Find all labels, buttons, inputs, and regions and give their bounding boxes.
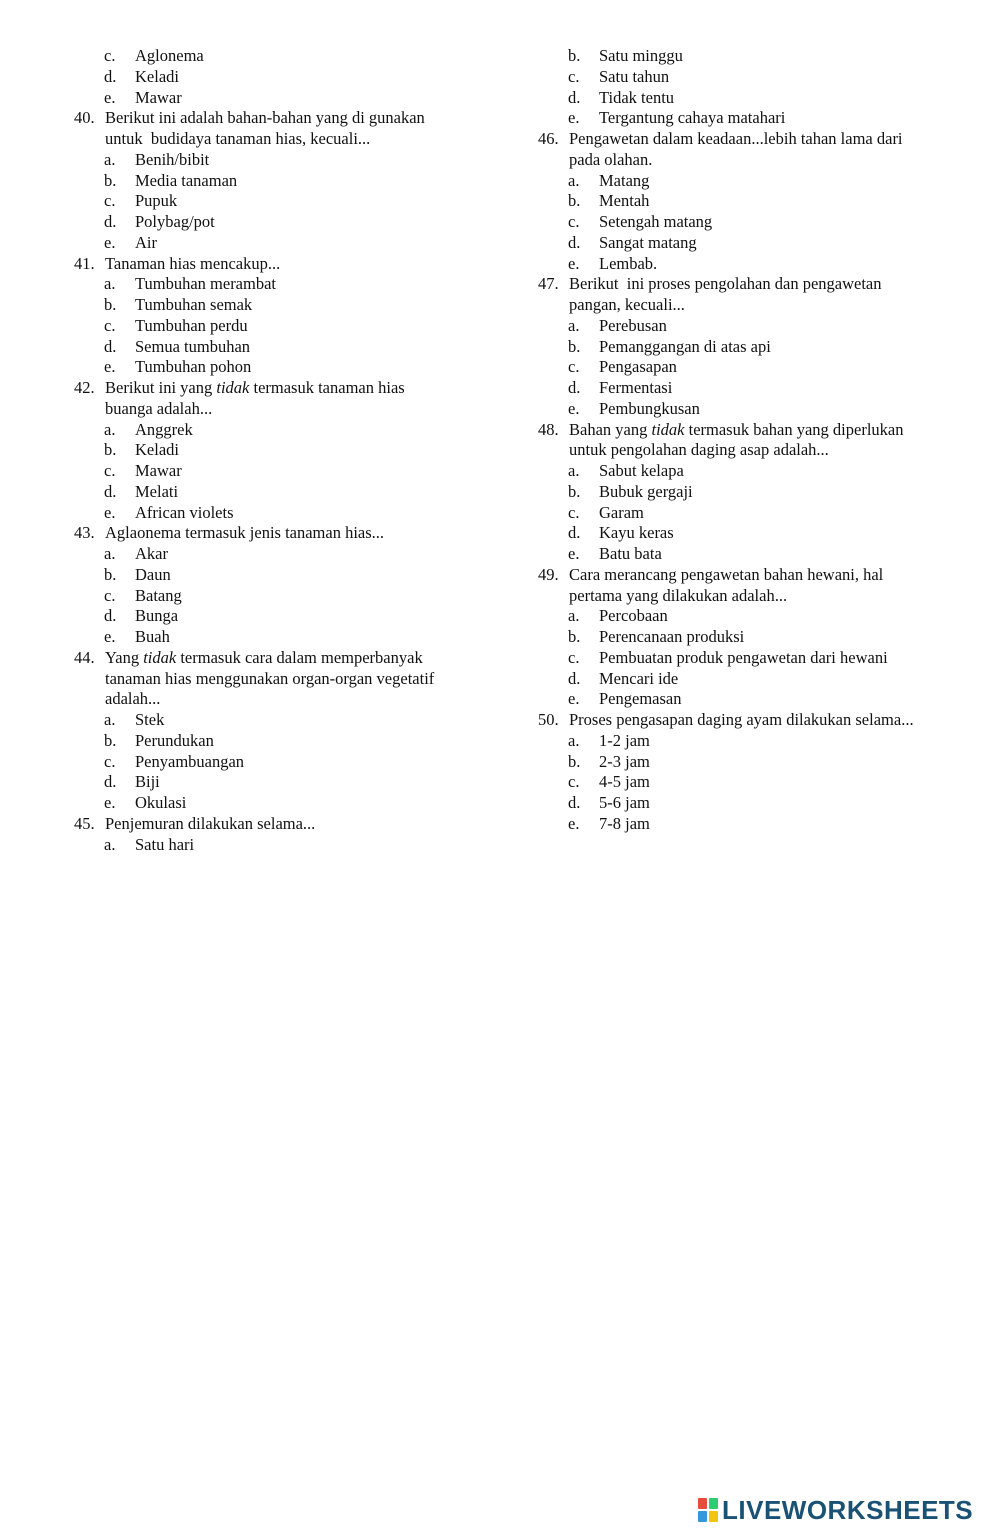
option-letter: d. [568, 668, 581, 688]
question [74, 254, 494, 275]
question-text: Berikut ini proses pengolahan dan pengawetan [569, 274, 882, 294]
answer-option [74, 46, 494, 67]
option-letter: d. [568, 378, 581, 397]
question-text: termasuk tanaman hias [249, 378, 405, 397]
option-text: Keladi [135, 440, 179, 460]
question-text: pertama yang dilakukan adalah... [569, 585, 788, 605]
option-text: Mawar [135, 461, 182, 480]
logo-square-2 [709, 1498, 718, 1509]
option-text: Sangat matang [599, 232, 697, 252]
option-text: Pengemasan [599, 689, 682, 709]
question-number: 47. [538, 274, 559, 294]
answer-option [74, 482, 494, 503]
option-letter: b. [104, 440, 117, 460]
option-text: 4-5 jam [599, 772, 650, 792]
answer-option [538, 233, 968, 254]
answer-option [74, 752, 494, 773]
question-text: Yang [105, 647, 144, 667]
answer-option [74, 150, 494, 171]
answer-option [74, 606, 494, 627]
option-text: Tergantung cahaya matahari [599, 108, 786, 128]
option-letter: c. [568, 647, 580, 667]
question-emphasis: tidak [216, 378, 250, 397]
option-text: Semua tumbuhan [135, 336, 251, 356]
question-text: pada olahan. [569, 149, 653, 169]
question [538, 274, 968, 295]
option-text: Pupuk [135, 191, 178, 211]
question-number: 49. [538, 564, 559, 584]
answer-option [538, 108, 968, 129]
option-letter: a. [104, 834, 116, 854]
question [74, 523, 494, 544]
option-text: Keladi [135, 66, 179, 86]
option-letter: c. [104, 461, 116, 480]
option-letter: d. [568, 232, 581, 252]
option-text: Fermentasi [599, 378, 673, 397]
question-continuation [74, 689, 494, 710]
answer-option [538, 814, 968, 835]
answer-option [538, 378, 968, 399]
option-letter: a. [568, 606, 580, 626]
answer-option [74, 627, 494, 648]
option-letter: c. [568, 502, 580, 522]
question-continuation [74, 669, 494, 690]
answer-option [538, 46, 968, 67]
liveworksheets-logo[interactable] [698, 1496, 973, 1524]
answer-option [538, 689, 968, 710]
answer-option [74, 171, 494, 192]
option-text: Air [135, 232, 157, 252]
option-text: Pemanggangan di atas api [599, 336, 771, 356]
option-text: Mentah [599, 191, 650, 211]
option-text: Perencanaan produksi [599, 627, 745, 646]
answer-option [538, 316, 968, 337]
question-text: tanaman hias menggunakan organ-organ vegetatif [105, 668, 435, 688]
option-letter: c. [104, 191, 116, 211]
answer-option [538, 752, 968, 773]
option-letter: c. [568, 212, 580, 231]
option-letter: e. [568, 253, 580, 273]
answer-option [538, 337, 968, 358]
option-text: Tumbuhan perdu [135, 315, 248, 335]
answer-option [74, 316, 494, 337]
option-text: 7-8 jam [599, 813, 650, 833]
question-number: 42. [74, 378, 95, 397]
answer-option [74, 461, 494, 482]
question-continuation [538, 440, 968, 461]
answer-option [538, 606, 968, 627]
option-letter: d. [568, 793, 581, 812]
answer-option [74, 67, 494, 88]
option-letter: a. [104, 544, 116, 563]
answer-option [74, 233, 494, 254]
question-number: 50. [538, 710, 559, 729]
option-text: Percobaan [599, 606, 668, 626]
question-text: termasuk cara dalam memperbanyak [176, 647, 423, 667]
question-continuation [538, 586, 968, 607]
option-letter: c. [104, 315, 116, 335]
option-text: Perebusan [599, 315, 667, 335]
option-text: Stek [135, 710, 165, 729]
option-text: Buah [135, 627, 170, 646]
option-text: Garam [599, 502, 644, 522]
option-text: Benih/bibit [135, 149, 210, 169]
answer-option [74, 337, 494, 358]
logo-square-3 [698, 1511, 707, 1522]
question-text: adalah... [105, 689, 161, 709]
answer-option [538, 669, 968, 690]
answer-option [74, 357, 494, 378]
answer-option [538, 88, 968, 109]
question-number: 44. [74, 647, 95, 667]
option-letter: c. [104, 751, 116, 771]
question-number: 48. [538, 419, 559, 439]
option-text: Tumbuhan semak [135, 295, 253, 314]
option-letter: e. [104, 87, 116, 107]
left-column [74, 46, 494, 855]
question [538, 420, 968, 441]
answer-option [538, 254, 968, 275]
question-text: Proses pengasapan daging ayam dilakukan selama... [569, 710, 914, 729]
option-letter: a. [104, 710, 116, 729]
question-text: buanga adalah... [105, 398, 213, 418]
question-text: untuk pengolahan daging asap adalah... [569, 440, 829, 460]
option-text: Anggrek [135, 419, 193, 439]
option-text: Satu tahun [599, 66, 670, 86]
question-number: 43. [74, 523, 95, 543]
option-text: Pembuatan produk pengawetan dari hewani [599, 647, 888, 667]
option-text: Sabut kelapa [599, 461, 684, 480]
option-letter: a. [568, 170, 580, 190]
question-emphasis: tidak [651, 419, 685, 439]
answer-option [74, 565, 494, 586]
answer-option [538, 523, 968, 544]
option-letter: c. [568, 66, 580, 86]
option-letter: c. [568, 772, 580, 792]
option-letter: e. [568, 813, 580, 833]
answer-option [74, 420, 494, 441]
option-letter: c. [568, 357, 580, 377]
question [74, 648, 494, 669]
option-letter: e. [104, 357, 116, 377]
question-number: 41. [74, 253, 95, 273]
option-letter: b. [104, 295, 117, 314]
option-letter: c. [104, 46, 116, 65]
option-text: African violets [135, 502, 234, 522]
question-emphasis: tidak [143, 647, 177, 667]
option-letter: d. [568, 523, 581, 543]
option-letter: e. [104, 502, 116, 522]
answer-option [538, 399, 968, 420]
option-text: Polybag/pot [135, 212, 215, 231]
answer-option [74, 440, 494, 461]
option-text: Media tanaman [135, 170, 238, 190]
option-text: 5-6 jam [599, 793, 650, 812]
option-text: Satu hari [135, 834, 195, 854]
answer-option [74, 295, 494, 316]
option-letter: b. [568, 627, 581, 646]
option-letter: d. [104, 606, 117, 626]
option-text: Daun [135, 564, 171, 584]
question-text: untuk budidaya tanaman hias, kecuali... [105, 129, 371, 148]
answer-option [538, 772, 968, 793]
question-text: pangan, kecuali... [569, 295, 685, 314]
option-text: Biji [135, 772, 160, 792]
option-letter: d. [104, 212, 117, 231]
question-text: Penjemuran dilakukan selama... [105, 813, 316, 833]
option-letter: b. [568, 46, 581, 65]
answer-option [538, 482, 968, 503]
option-letter: e. [104, 627, 116, 646]
option-text: Aglonema [135, 46, 204, 65]
answer-option [538, 731, 968, 752]
option-text: Batu bata [599, 544, 662, 563]
question-text: Pengawetan dalam keadaan...lebih tahan lama dari [569, 129, 903, 148]
option-letter: d. [104, 66, 117, 86]
option-text: Penyambuangan [135, 751, 245, 771]
logo-mark-icon [698, 1498, 718, 1522]
answer-option [538, 171, 968, 192]
answer-option [74, 212, 494, 233]
option-letter: a. [104, 149, 116, 169]
question-number: 45. [74, 813, 95, 833]
logo-square-4 [709, 1511, 718, 1522]
option-letter: b. [104, 730, 117, 750]
option-letter: b. [104, 170, 117, 190]
question-text: Tanaman hias mencakup... [105, 253, 281, 273]
question-number: 40. [74, 108, 95, 128]
option-letter: d. [104, 772, 117, 792]
answer-option [538, 67, 968, 88]
option-text: Pengasapan [599, 357, 677, 377]
answer-option [538, 461, 968, 482]
answer-option [538, 191, 968, 212]
question [538, 565, 968, 586]
question-text: Aglaonema termasuk jenis tanaman hias... [105, 523, 385, 543]
question [74, 378, 494, 399]
answer-option [74, 835, 494, 856]
logo-text: LIVEWORKSHEETS [722, 1494, 974, 1525]
option-letter: d. [104, 481, 117, 501]
question [538, 710, 968, 731]
answer-option [74, 274, 494, 295]
option-letter: b. [568, 751, 581, 771]
option-text: Matang [599, 170, 650, 190]
option-letter: e. [568, 108, 580, 128]
answer-option [538, 212, 968, 233]
option-text: Bubuk gergaji [599, 481, 693, 501]
option-letter: b. [104, 564, 117, 584]
option-letter: c. [104, 585, 116, 605]
option-letter: a. [568, 461, 580, 480]
option-text: Mencari ide [599, 668, 679, 688]
answer-option [74, 191, 494, 212]
logo-square-1 [698, 1498, 707, 1509]
option-text: Satu minggu [599, 46, 683, 65]
option-text: Tumbuhan merambat [135, 274, 276, 294]
option-letter: e. [568, 689, 580, 709]
question-number: 46. [538, 129, 559, 148]
answer-option [74, 88, 494, 109]
answer-option [74, 544, 494, 565]
option-text: Tidak tentu [599, 87, 675, 107]
answer-option [74, 793, 494, 814]
answer-option [538, 627, 968, 648]
question-text: Cara merancang pengawetan bahan hewani, hal [569, 564, 884, 584]
option-letter: a. [104, 274, 116, 294]
option-text: Pembungkusan [599, 398, 700, 418]
answer-option [74, 503, 494, 524]
question-text: Berikut ini yang [105, 378, 217, 397]
answer-option [538, 544, 968, 565]
question-continuation [538, 295, 968, 316]
option-text: 2-3 jam [599, 751, 650, 771]
option-text: 1-2 jam [599, 730, 650, 750]
option-text: Perundukan [135, 730, 214, 750]
option-letter: b. [568, 191, 581, 211]
answer-option [74, 772, 494, 793]
option-letter: d. [568, 87, 581, 107]
option-text: Melati [135, 481, 179, 501]
option-text: Mawar [135, 87, 182, 107]
question-text: Bahan yang [569, 419, 652, 439]
question-text: Berikut ini adalah bahan-bahan yang di gunakan [105, 108, 425, 128]
question [74, 108, 494, 129]
option-text: Okulasi [135, 793, 187, 812]
option-text: Kayu keras [599, 523, 674, 543]
option-letter: e. [568, 544, 580, 563]
question-continuation [74, 129, 494, 150]
option-letter: a. [568, 730, 580, 750]
answer-option [538, 793, 968, 814]
option-letter: a. [104, 419, 116, 439]
option-letter: a. [568, 315, 580, 335]
option-text: Batang [135, 585, 182, 605]
option-text: Tumbuhan pohon [135, 357, 252, 377]
question-text: termasuk bahan yang diperlukan [684, 419, 904, 439]
right-column [538, 46, 968, 835]
option-letter: e. [104, 232, 116, 252]
option-text: Setengah matang [599, 212, 713, 231]
question-continuation [538, 150, 968, 171]
answer-option [538, 503, 968, 524]
answer-option [538, 648, 968, 669]
option-letter: e. [104, 793, 116, 812]
question-continuation [74, 399, 494, 420]
question [74, 814, 494, 835]
option-text: Akar [135, 544, 168, 563]
question [538, 129, 968, 150]
option-text: Lembab. [599, 253, 658, 273]
answer-option [74, 731, 494, 752]
option-text: Bunga [135, 606, 179, 626]
answer-option [538, 357, 968, 378]
option-letter: e. [568, 398, 580, 418]
option-letter: b. [568, 481, 581, 501]
answer-option [74, 710, 494, 731]
answer-option [74, 586, 494, 607]
option-letter: d. [104, 336, 117, 356]
option-letter: b. [568, 336, 581, 356]
